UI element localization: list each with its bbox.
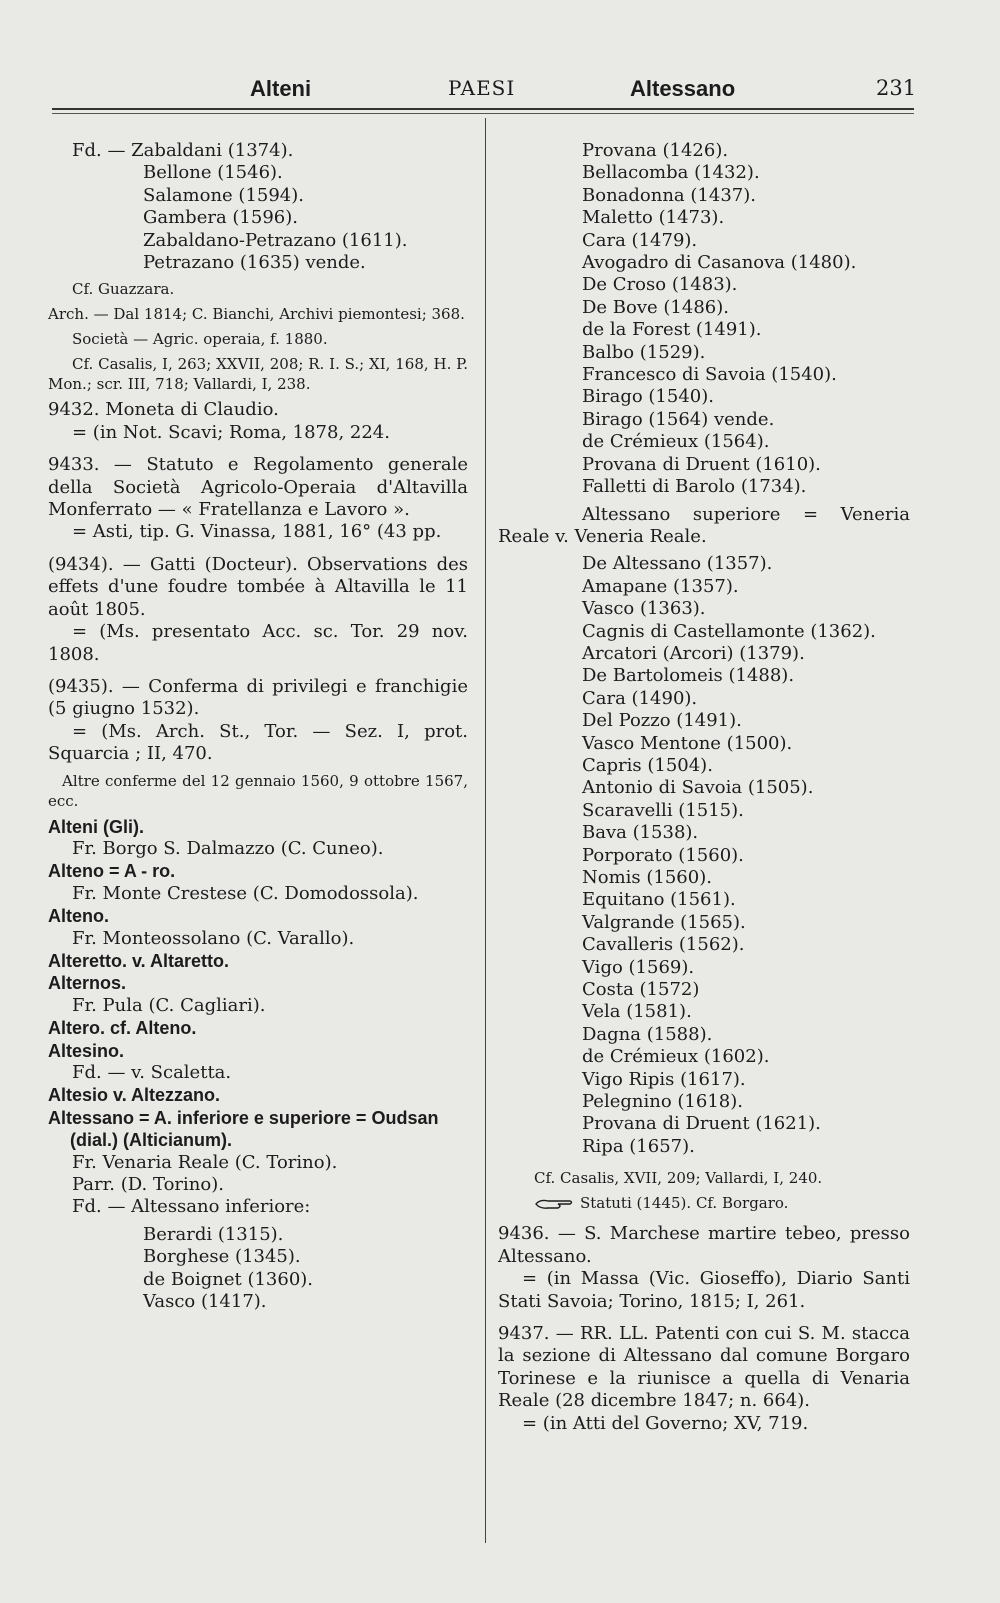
headword-alteno-a: Alteno = A - ro. bbox=[48, 861, 176, 882]
archive-note: Arch. — Dal 1814; C. Bianchi, Archivi piemontesi; 368. bbox=[48, 305, 465, 324]
alteni-fraction: Fr. Borgo S. Dalmazzo (C. Cuneo). bbox=[72, 837, 384, 859]
feudatario-name: Arcatori (Arcori) (1379). bbox=[582, 642, 805, 664]
entry-9433-ref: = Asti, tip. G. Vinassa, 1881, 16° (43 pp. bbox=[72, 521, 442, 543]
entry-9437-ref: = (in Atti del Governo; XV, 719. bbox=[522, 1412, 809, 1434]
fd-name: Gambera (1596). bbox=[143, 207, 298, 229]
entry-9437: 9437. — RR. LL. Patenti con cui S. M. stacca la sezione di Altessano dal comune Borgaro Torinese e la riunisce a quella di Venaria Reale (28 dicembre 1847; n. 664). bbox=[498, 1322, 910, 1412]
feudatario-name: Cagnis di Castellamonte (1362). bbox=[582, 620, 876, 642]
feudatario-name: Vela (1581). bbox=[582, 1001, 692, 1023]
feudatario-name: Francesco di Savoia (1540). bbox=[582, 364, 837, 386]
altre-conferme-note: Altre conferme del 12 gennaio 1560, 9 ottobre 1567, ecc. bbox=[48, 771, 468, 810]
entry-9432-ref: = (in Not. Scavi; Roma, 1878, 224. bbox=[72, 421, 390, 443]
alteno-fraction: Fr. Monteossolano (C. Varallo). bbox=[72, 927, 355, 949]
headword-altessano: Altessano = A. inferiore e superiore = Oudsan (dial.) (Alticianum). bbox=[48, 1107, 439, 1151]
feudatario-name: De Bartolomeis (1488). bbox=[582, 665, 795, 687]
header-right-keyword: Altessano bbox=[630, 76, 736, 101]
feudatario-name: Ripa (1657). bbox=[582, 1135, 695, 1157]
entry-9434: (9434). — Gatti (Docteur). Observations des effets d'une foudre tombée à Altavilla le 11 août 1805. bbox=[48, 553, 468, 620]
header-rule bbox=[52, 108, 914, 110]
feudatario-name: Pelegnino (1618). bbox=[582, 1091, 743, 1113]
feudatari-list-superiore bbox=[498, 553, 910, 1158]
feudatario-name: Bava (1538). bbox=[582, 822, 699, 844]
inferiore-name: Berardi (1315). bbox=[143, 1223, 284, 1245]
headword-alteretto: Alteretto. v. Altaretto. bbox=[48, 950, 230, 971]
headword-alteni-gli: Alteni (Gli). bbox=[48, 816, 144, 837]
entry-9436-ref: = (in Massa (Vic. Gioseffo), Diario Santi Stati Savoia; Torino, 1815; I, 261. bbox=[498, 1268, 910, 1312]
entry-9433: 9433. — Statuto e Regolamento generale della Società Agricolo-Operaia d'Altavilla Monferrato — « Fratellanza e Lavoro ». bbox=[48, 454, 468, 521]
feudatario-name: Valgrande (1565). bbox=[582, 911, 746, 933]
left-column bbox=[48, 140, 468, 1313]
feudatario-name: De Bove (1486). bbox=[582, 296, 729, 318]
alteno-a-fraction: Fr. Monte Crestese (C. Domodossola). bbox=[72, 882, 419, 904]
entry-9432: 9432. Moneta di Claudio. bbox=[48, 399, 279, 421]
fd-name: Bellone (1546). bbox=[143, 162, 283, 184]
feudatario-name: Vigo (1569). bbox=[582, 956, 695, 978]
feudatario-name: Nomis (1560). bbox=[582, 867, 712, 888]
feudatario-name: Equitano (1561). bbox=[582, 889, 736, 911]
feudatario-name: Birago (1540). bbox=[582, 386, 714, 408]
feudatario-name: Costa (1572) bbox=[582, 979, 700, 1001]
headword-altesino: Altesino. bbox=[48, 1040, 125, 1061]
entry-9436: 9436. — S. Marchese martire tebeo, presso Altessano. bbox=[498, 1223, 910, 1267]
running-header bbox=[40, 68, 920, 108]
feudatari-list-inferiore bbox=[498, 140, 910, 499]
feudatario-name: Provana (1426). bbox=[582, 140, 729, 161]
inferiore-name: Vasco (1417). bbox=[143, 1291, 267, 1313]
feudatario-name: Vasco (1363). bbox=[582, 598, 706, 620]
feudatario-name: Balbo (1529). bbox=[582, 341, 706, 363]
feudatario-name: Provana di Druent (1621). bbox=[582, 1113, 821, 1135]
feudatario-name: Del Pozzo (1491). bbox=[582, 710, 742, 732]
feudatario-name: Provana di Druent (1610). bbox=[582, 453, 821, 475]
headword-alternos: Alternos. bbox=[48, 973, 127, 994]
feudatario-name: de Crémieux (1564). bbox=[582, 431, 770, 453]
feudatario-name: De Altessano (1357). bbox=[582, 553, 773, 575]
entry-9434-ref: = (Ms. presentato Acc. sc. Tor. 29 nov. 1808. bbox=[48, 621, 468, 665]
feudatario-name: Scaravelli (1515). bbox=[582, 799, 744, 821]
feudatario-name: Avogadro di Casanova (1480). bbox=[582, 252, 857, 274]
fd-line: Fd. — Zabaldani (1374). bbox=[72, 140, 294, 161]
pointing-hand-icon bbox=[534, 1197, 574, 1211]
altessano-feudo: Fd. — Altessano inferiore: bbox=[72, 1196, 311, 1218]
column-divider bbox=[485, 118, 486, 1543]
feudatario-name: Vasco Mentone (1500). bbox=[582, 732, 793, 754]
right-column bbox=[498, 140, 910, 1435]
feudatario-name: Antonio di Savoia (1505). bbox=[582, 777, 814, 799]
inferiore-name: de Boignet (1360). bbox=[143, 1268, 314, 1290]
feudatario-name: Bellacomba (1432). bbox=[582, 162, 760, 184]
feudatario-name: Dagna (1588). bbox=[582, 1023, 713, 1045]
feudatario-name: Cara (1479). bbox=[582, 229, 698, 251]
page-number: 231 bbox=[876, 76, 917, 100]
superiore-heading: Altessano superiore = Veneria Reale v. Veneria Reale. bbox=[498, 503, 910, 547]
altessano-parish: Parr. (D. Torino). bbox=[72, 1174, 224, 1196]
altesino-feudo: Fd. — v. Scaletta. bbox=[72, 1062, 232, 1083]
feudatario-name: Bonadonna (1437). bbox=[582, 184, 756, 206]
feudatario-name: de Crémieux (1602). bbox=[582, 1046, 770, 1068]
entry-9435-ref: = (Ms. Arch. St., Tor. — Sez. I, prot. Squarcia ; II, 470. bbox=[48, 720, 468, 765]
bibliography-note: Cf. Casalis, XVII, 209; Vallardi, I, 240. bbox=[534, 1169, 823, 1188]
feudatario-name: Vigo Ripis (1617). bbox=[582, 1068, 746, 1090]
cf-reference: Cf. Guazzara. bbox=[72, 280, 175, 299]
headword-alteno: Alteno. bbox=[48, 906, 109, 927]
feudatario-name: Cara (1490). bbox=[582, 687, 698, 709]
feudatario-name: De Croso (1483). bbox=[582, 274, 738, 296]
fd-name: Zabaldano-Petrazano (1611). bbox=[143, 229, 408, 251]
feudatario-name: Falletti di Barolo (1734). bbox=[582, 476, 807, 498]
bibliography-note: Cf. Casalis, I, 263; XXVII, 208; R. I. S.; XI, 168, H. P. Mon.; scr. III, 718; Vallardi, I, 238. bbox=[48, 355, 468, 394]
entry-9435: (9435). — Conferma di privilegi e franchigie (5 giugno 1532). bbox=[48, 675, 468, 720]
fd-name: Salamone (1594). bbox=[143, 184, 304, 206]
altessano-fraction: Fr. Venaria Reale (C. Torino). bbox=[72, 1151, 338, 1173]
inferiore-name: Borghese (1345). bbox=[143, 1246, 301, 1268]
fd-name: Petrazano (1635) vende. bbox=[143, 252, 366, 274]
feudatario-name: de la Forest (1491). bbox=[582, 319, 762, 341]
header-rule-thin bbox=[52, 113, 914, 114]
header-section-title: PAESI bbox=[448, 76, 516, 100]
statuti-text: Statuti (1445). Cf. Borgaro. bbox=[580, 1194, 789, 1213]
statuti-note bbox=[498, 1193, 910, 1213]
feudatario-name: Porporato (1560). bbox=[582, 844, 744, 866]
feudatario-name: Capris (1504). bbox=[582, 754, 713, 776]
feudatario-name: Amapane (1357). bbox=[582, 575, 739, 597]
alternos-fraction: Fr. Pula (C. Cagliari). bbox=[72, 994, 266, 1016]
feudatario-name: Maletto (1473). bbox=[582, 207, 725, 229]
header-left-keyword: Alteni bbox=[250, 76, 312, 101]
headword-altesio: Altesio v. Altezzano. bbox=[48, 1085, 221, 1106]
feudatario-name: Cavalleris (1562). bbox=[582, 934, 745, 956]
headword-altero: Altero. cf. Alteno. bbox=[48, 1018, 197, 1039]
societa-note: Società — Agric. operaia, f. 1880. bbox=[72, 330, 328, 349]
feudatario-name: Birago (1564) vende. bbox=[582, 408, 775, 430]
